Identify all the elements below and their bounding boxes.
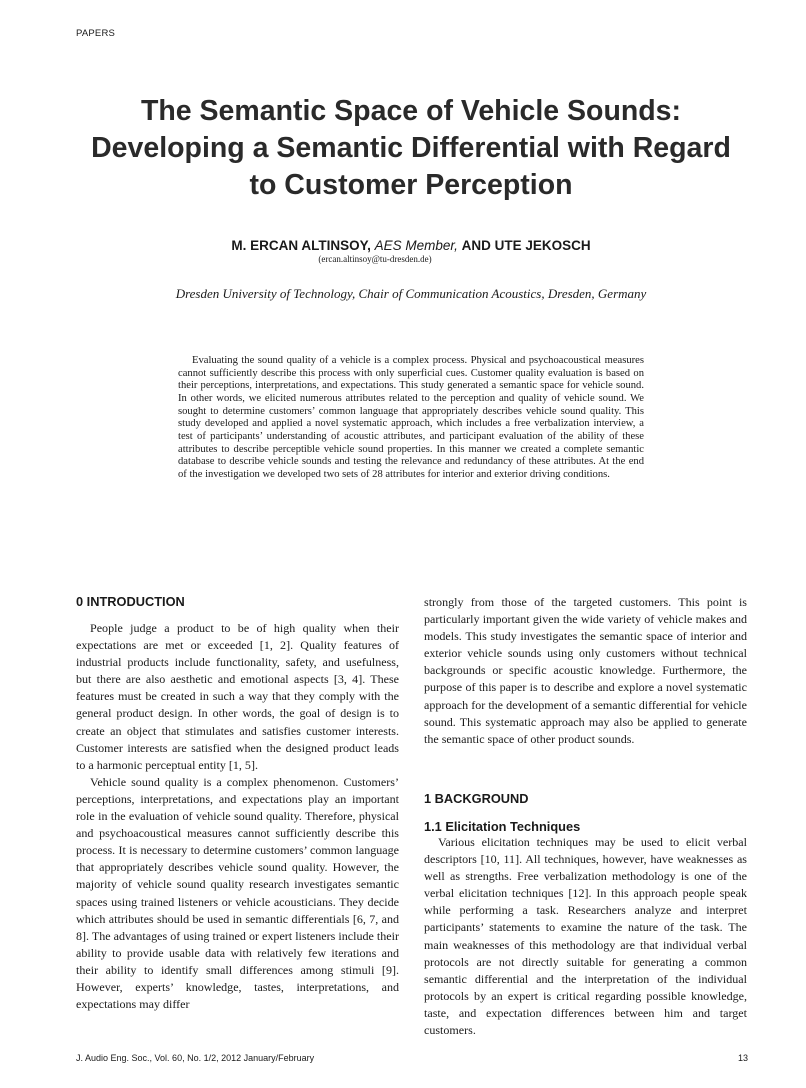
intro-paragraph-2: Vehicle sound quality is a complex phenomenon. Customers’ perceptions, interpretations, and expectations play an important role in the evaluation of vehicle sound quality. Therefore, physical and psychoacoustical measures cannot sufficiently describe this process. It is necessary to determine customers’ common language that appropriately describes vehicle sound quality. However, the majority of vehicle sound quality research investigates semantic spaces using trained listeners or vehicle acousticians. They decide which attributes should be used in semantic differentials [6, 7, and 8]. The advantages of using trained or expert listeners include their ability to provide usable data with relatively few iterations and their ability to identify small differences among stimuli [9]. However, experts’ knowledge, tastes, interpretations, and expectations may differ [76, 774, 399, 1012]
subsection-heading-elicitation: 1.1 Elicitation Techniques [424, 819, 581, 834]
title-line-2: Developing a Semantic Differential with Regard [91, 132, 731, 164]
title-line-3: to Customer Perception [249, 169, 573, 201]
abstract [178, 355, 644, 482]
intro-paragraph-1: People judge a product to be of high quality when their expectations are met or exceeded [1, 2]. Quality features of industrial products include functionality, safety, and usefulness, but there are also aesthetic and emotional aspects [3, 4]. These features must be created in such a way that they comply with the general product design. In other words, the goal of design is to create an object that stimulates and satisfies customer interests. Customer interests are satisfied when the designed product leads to a harmonic perceptual entity [1, 5]. [76, 621, 399, 772]
running-head: PAPERS [76, 28, 116, 39]
elicitation-paragraph-1: Various elicitation techniques may be used to elicit verbal descriptors [10, 11]. All techniques, however, have weaknesses as well as strengths. Free verbalization methodology is one of the verbal elicitation techniques [12]. In this approach people speak while performing a task. Researchers analyze and interpret participants’ statements to examine the nature of the task. The main weaknesses of this methodology are that individual verbal protocols are not directly suitable for generating a common semantic differential and the interpretation of the individual protocols by an expert is critical regarding possible knowledge, taste, and expectation differences between him and target customers. [424, 835, 747, 1038]
abstract-text: Evaluating the sound quality of a vehicle is a complex process. Physical and psychoacoustical measures cannot sufficiently describe this process with only superficial cues. Customer quality evaluation is based on their perceptions, interpretations, and expectations. This study generated a semantic space for vehicle sound. In other words, we elicited numerous attributes related to the perception and quality of vehicle sound. We sought to determine customers’ common language that appropriately describes vehicle sound quality. This study developed and applied a novel systematic approach, which includes a free verbalization interview, a test of participants’ understanding of acoustic attributes, and participant evaluation of the ability of these attributes to describe perceptible vehicle sound properties. In this manner we created a complete semantic database to describe vehicle sounds and testing the relevance and redundancy of these attributes. At the end of the investigation we developed two sets of 28 attributes for interior and exterior driving conditions. [178, 355, 644, 480]
left-column [76, 620, 399, 1013]
author-email: (ercan.altinsoy@tu-dresden.de) [318, 254, 432, 264]
author-membership: AES Member, [374, 238, 458, 253]
section-heading-introduction: 0 INTRODUCTION [76, 594, 185, 609]
title-line-1: The Semantic Space of Vehicle Sounds: [140, 95, 682, 127]
paper-title [60, 93, 762, 204]
footer-page-number: 13 [737, 1053, 748, 1063]
author-2: AND UTE JEKOSCH [461, 238, 591, 253]
affiliation: Dresden University of Technology, Chair of Communication Acoustics, Dresden, Germany [175, 286, 647, 301]
intro-paragraph-2-continued: strongly from those of the targeted customers. This point is particularly important given the wide variety of vehicle makes and models. This study investigates the semantic space of interior and exterior vehicle sounds using only customers without technical backgrounds or specific acoustic knowledge. Furthermore, the purpose of this paper is to describe and explore a novel systematic approach for the development of a semantic differential for vehicle sound. This systematic approach may also be applied to generate the semantic space of other product sounds. [424, 595, 747, 746]
footer-journal: J. Audio Eng. Soc., Vol. 60, No. 1/2, 2012 January/February [76, 1053, 315, 1063]
right-column-continuation [424, 594, 747, 748]
author-1: M. ERCAN ALTINSOY, [231, 238, 371, 253]
author-line [60, 238, 762, 253]
section-heading-background: 1 BACKGROUND [424, 791, 529, 806]
right-column-background [424, 834, 747, 1039]
